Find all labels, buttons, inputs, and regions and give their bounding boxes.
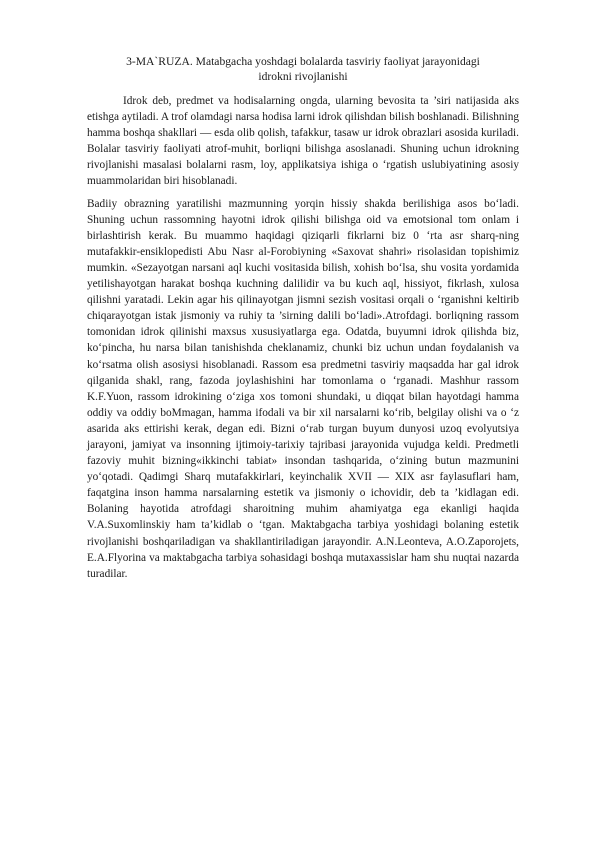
paragraph-perception-definition: Idrok deb, predmet va hodisalarning ongda, ularning bevosita ta ’siri natijasida aks etishga aytiladi. A trof olamdagi narsa hodisa larni idrok qilishdan bilish boshlanadi. Bilishning hamma boshqa shakllari — esda olib qolish, tafakkur, tasaw ur idrok obrazlari asosida kuriladi. Bolalar tasviriy faoliyati atrof-muhit, borliqni bilishga asoslanadi. Shuning uchun idrokning rivojlanishi masalasi bolalarni rasm, loy, applikatsiya ishiga o ‘rgatish uslubiyatining asosiy muammolaridan biri hisoblanadi. bbox=[87, 95, 519, 188]
paragraph-artistic-image: Badiiy obrazning yaratilishi mazmunning yorqin hissiy shakda berilishiga asos bo‘ladi. Shuning uchun rassomning hayotni idrok qilishi bilishga oid va emotsional tom onlam i birlashtirish kerak. Bu muammo haqidagi qiziqarli fikrlarni biz 0 ‘rta asr sharq-ning mutafakkir-ensiklopedisti Abu Nasr al-Forobiyning «Saxovat shahri» risolasidan topishimiz mumkin. «Sezayotgan narsani aql kuchi vositasida bilish, xohish bo‘lsa, shu vosita yordamida yetilishayotgan harakat boshqa kuchning dalilidir va bu kuch aql, hissiyot, fikrlash, xulosa qilishni yaratadi. Lekin agar his qilinayotgan jismni sezish vositasi orqali o ‘rganishni keltirib chiqarayotgan istak jismoniy va ruhiy ta ’sirning dalili bo‘ladi».Atrofdagi. borliqning rassom tomonidan idrok qilinishi maxsus xususiyatlarga ega. Odatda, buyumni idrok qilishda biz, ko‘pincha, hu narsa bilan tanishishda cheklanamiz, chunki biz uchun undan foydalanish va ko‘rsatma olish asosiysi hisoblanadi. Rassom esa predmetni tasviriy maqsadda har gal idrok qilganida shakl, rang, fazoda joylashishini har tomonlama o ‘rganadi. Mashhur rassom K.F.Yuon, rassom idrokining o‘ziga xos tomoni shundaki, u diqqat bilan hayotdagi hamma oddiy va oddiy boMmagan, hamma ifodali va bir xil narsalarni ko‘rib, belgilay olishi va o ‘z asarida aks ettirishi kerak, degan edi. Bizni o‘rab turgan buyum dunyosi uzoq evolyutsiya jarayoni, jamiyat va insonning ijtimoiy-tarixiy tajribasi jarayonida vujudga keldi. Predmetli fazoviy muhit bizning«ikkinchi tabiat» insondan tashqarida, o‘zining butun mazmunini yo‘qotadi. Qadimgi Sharq mutafakkirlari, keyinchalik XVII — XIX asr faylasuflari ham, faqatgina inson hamma narsalarning estetik va jismoniy o ichovidir, deb ta ’kidlagan edi. Bolaning hayotida atrofdagi sharoitning muhim ahamiyatga ega ekanligi haqida V.A.Suxomlinskiy ham ta’kidlab o ‘tgan. Maktabgacha tarbiya yoshidagi bolaning estetik rivojlanishi boshqariladigan va shakllantiriladigan jarayondir. A.N.Leonteva, A.O.Zaporojets, E.A.Flyorina va maktabgacha tarbiya sohasidagi boshqa mutaxassislar ham shu nuqtai nazarda turadilar. bbox=[87, 197, 519, 580]
lecture-title bbox=[87, 54, 519, 84]
lecture-title-line-2: idrokni rivojlanishi bbox=[258, 70, 348, 83]
document-page bbox=[87, 54, 519, 582]
lecture-title-line-1: 3-MA`RUZA. Matabgacha yoshdagi bolalarda tasviriy faoliyat jarayonidagi bbox=[126, 55, 480, 68]
